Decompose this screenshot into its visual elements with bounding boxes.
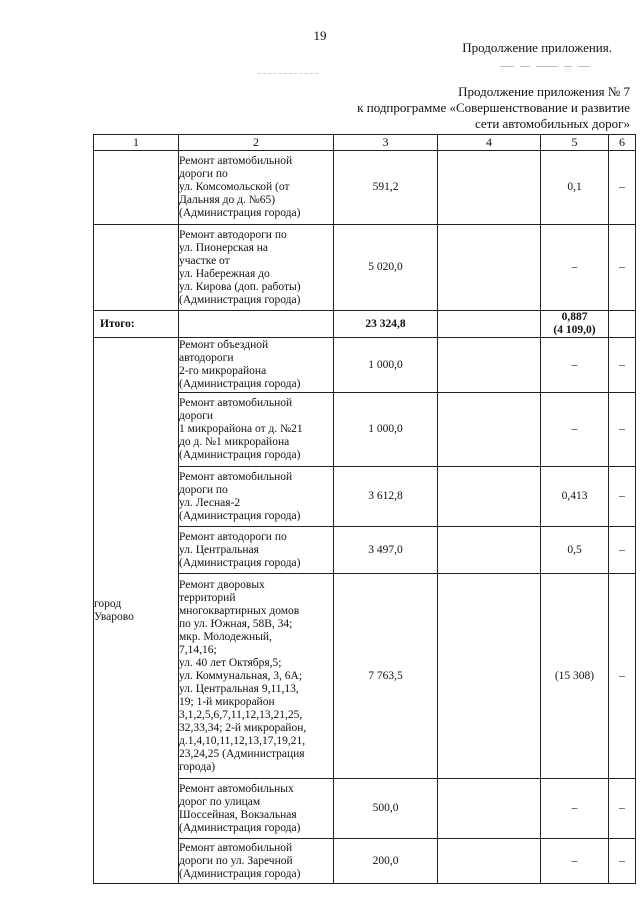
desc-line: Ремонт автомобильных <box>179 782 294 795</box>
col6-cell: – <box>609 393 636 467</box>
total-amount: 23 324,8 <box>334 311 438 338</box>
desc-line: (Администрация города) <box>179 509 301 522</box>
col4-cell <box>438 779 541 839</box>
desc-line: (Администрация города) <box>179 449 301 461</box>
desc-line: 2-го микрорайона <box>179 365 267 377</box>
col6-cell: – <box>609 338 636 393</box>
desc-line: дороги по <box>179 168 228 180</box>
col6-cell: – <box>609 467 636 527</box>
desc-line: 1 микрорайона от д. №21 <box>179 423 303 435</box>
desc-line: 3,1,2,5,6,7,11,12,13,21,25, <box>179 708 303 721</box>
desc-line: дороги по ул. Заречной <box>179 854 293 867</box>
continuation-header: Продолжение приложения. <box>462 40 612 55</box>
desc-line: (Администрация города) <box>179 378 301 390</box>
description-cell <box>179 338 334 393</box>
col4-cell <box>438 225 541 311</box>
col4-cell <box>438 467 541 527</box>
desc-line: Ремонт объездной <box>179 339 269 351</box>
description-cell <box>179 574 334 779</box>
desc-line: дороги <box>179 410 213 422</box>
col5-cell: 0,1 <box>541 151 609 225</box>
desc-line: (Администрация города) <box>179 867 301 880</box>
col5-cell: 0,413 <box>541 467 609 527</box>
desc-line: (Администрация города) <box>179 293 301 306</box>
table-row <box>94 338 636 393</box>
district-cell <box>94 151 179 225</box>
total-row <box>94 311 636 338</box>
amount-cell: 1 000,0 <box>334 338 438 393</box>
desc-line: Ремонт автомобильной <box>179 397 293 409</box>
desc-line: Ремонт дворовых <box>179 578 265 591</box>
col5-cell: – <box>541 393 609 467</box>
desc-line: ул. Центральная 9,11,13, <box>179 682 299 695</box>
desc-line: ул. Кирова (доп. работы) <box>179 280 301 293</box>
description-cell <box>179 839 334 884</box>
desc-line: 7,14,16; <box>179 643 217 656</box>
desc-line: (Администрация города) <box>179 556 301 569</box>
desc-line: автодороги <box>179 352 234 364</box>
desc-line: (Администрация города) <box>179 821 301 834</box>
amount-cell: 500,0 <box>334 779 438 839</box>
amount-cell: 591,2 <box>334 151 438 225</box>
col4-cell <box>438 393 541 467</box>
col4-cell <box>438 151 541 225</box>
city-name-line: город <box>94 597 122 610</box>
desc-line: Дальняя до д. №65) <box>179 194 276 206</box>
total-col5-line: 0,887 <box>561 311 588 323</box>
desc-line: Ремонт автомобильной <box>179 155 293 167</box>
desc-line: Ремонт автомобильной <box>179 841 293 854</box>
appendix-line: Продолжение приложения № 7 <box>458 84 630 99</box>
col6-cell: – <box>609 574 636 779</box>
desc-line: дороги по <box>179 483 228 496</box>
header-cell: 2 <box>179 135 334 151</box>
desc-line: по ул. Южная, 58В, 34; <box>179 617 293 630</box>
amount-cell: 3 612,8 <box>334 467 438 527</box>
road-repair-table <box>93 134 636 884</box>
desc-line: ул. Пионерская на <box>179 241 268 254</box>
desc-line: ул. Коммунальная, 3, 6А; <box>179 669 303 682</box>
desc-line: (Администрация города) <box>179 207 301 219</box>
table-row <box>94 225 636 311</box>
desc-line: дорог по улицам <box>179 795 261 808</box>
amount-cell: 3 497,0 <box>334 527 438 574</box>
header-cell: 1 <box>94 135 179 151</box>
desc-line: 23,24,25 (Администрация <box>179 747 305 760</box>
city-name-line: Уварово <box>94 610 134 623</box>
desc-line: Ремонт автодороги по <box>179 228 287 241</box>
desc-line: города) <box>179 760 216 773</box>
appendix-line: сети автомобильных дорог» <box>474 116 630 131</box>
header-cell: 4 <box>438 135 541 151</box>
col5-cell: – <box>541 225 609 311</box>
desc-line: участке от <box>179 254 230 267</box>
desc-line: ул. Центральная <box>179 543 259 556</box>
scan-artifact-marks <box>500 57 630 67</box>
district-cell <box>94 225 179 311</box>
col5-cell: 0,5 <box>541 527 609 574</box>
total-col5 <box>541 311 609 338</box>
description-cell <box>179 467 334 527</box>
amount-cell: 1 000,0 <box>334 393 438 467</box>
scan-artifact-line <box>258 73 318 75</box>
desc-line: ул. 40 лет Октября,5; <box>179 656 282 669</box>
appendix-title <box>357 84 630 132</box>
desc-line: территорий <box>179 591 236 604</box>
desc-line: ул. Лесная-2 <box>179 496 241 509</box>
description-cell <box>179 779 334 839</box>
col4-cell <box>438 839 541 884</box>
description-cell <box>179 225 334 311</box>
total-label: Итого: <box>94 311 179 338</box>
desc-line: 19; 1-й микрорайон <box>179 695 275 708</box>
desc-line: многоквартирных домов <box>179 604 300 617</box>
total-empty-cell <box>179 311 334 338</box>
header-cell: 5 <box>541 135 609 151</box>
total-col5-line: (4 109,0) <box>553 324 596 336</box>
col4-cell <box>438 574 541 779</box>
total-col6 <box>609 311 636 338</box>
page-number: 19 <box>313 28 327 43</box>
col5-cell: – <box>541 338 609 393</box>
description-cell <box>179 393 334 467</box>
amount-cell: 5 020,0 <box>334 225 438 311</box>
amount-cell: 7 763,5 <box>334 574 438 779</box>
desc-line: д.1,4,10,11,12,13,17,19,21, <box>179 734 306 747</box>
desc-line: Шоссейная, Вокзальная <box>179 808 297 821</box>
desc-line: Ремонт автодороги по <box>179 530 287 543</box>
description-cell <box>179 527 334 574</box>
amount-cell: 200,0 <box>334 839 438 884</box>
desc-line: 32,33,34; 2-й микрорайон, <box>179 721 307 734</box>
table-row <box>94 151 636 225</box>
desc-line: до д. №1 микрорайона <box>179 436 290 448</box>
total-col4 <box>438 311 541 338</box>
appendix-line: к подпрограмме «Совершенствование и развитие <box>357 100 630 115</box>
col4-cell <box>438 338 541 393</box>
col5-cell: – <box>541 839 609 884</box>
col6-cell: – <box>609 527 636 574</box>
table-header-row <box>94 135 636 151</box>
col5-cell: – <box>541 779 609 839</box>
description-cell <box>179 151 334 225</box>
desc-line: Ремонт автомобильной <box>179 470 293 483</box>
desc-line: ул. Комсомольской (от <box>179 181 290 193</box>
col6-cell: – <box>609 151 636 225</box>
col6-cell: – <box>609 779 636 839</box>
city-cell <box>94 338 179 884</box>
col6-cell: – <box>609 839 636 884</box>
header-cell: 6 <box>609 135 636 151</box>
desc-line: ул. Набережная до <box>179 267 270 280</box>
col5-cell: (15 308) <box>541 574 609 779</box>
desc-line: мкр. Молодежный, <box>179 630 272 643</box>
header-cell: 3 <box>334 135 438 151</box>
col4-cell <box>438 527 541 574</box>
col6-cell: – <box>609 225 636 311</box>
